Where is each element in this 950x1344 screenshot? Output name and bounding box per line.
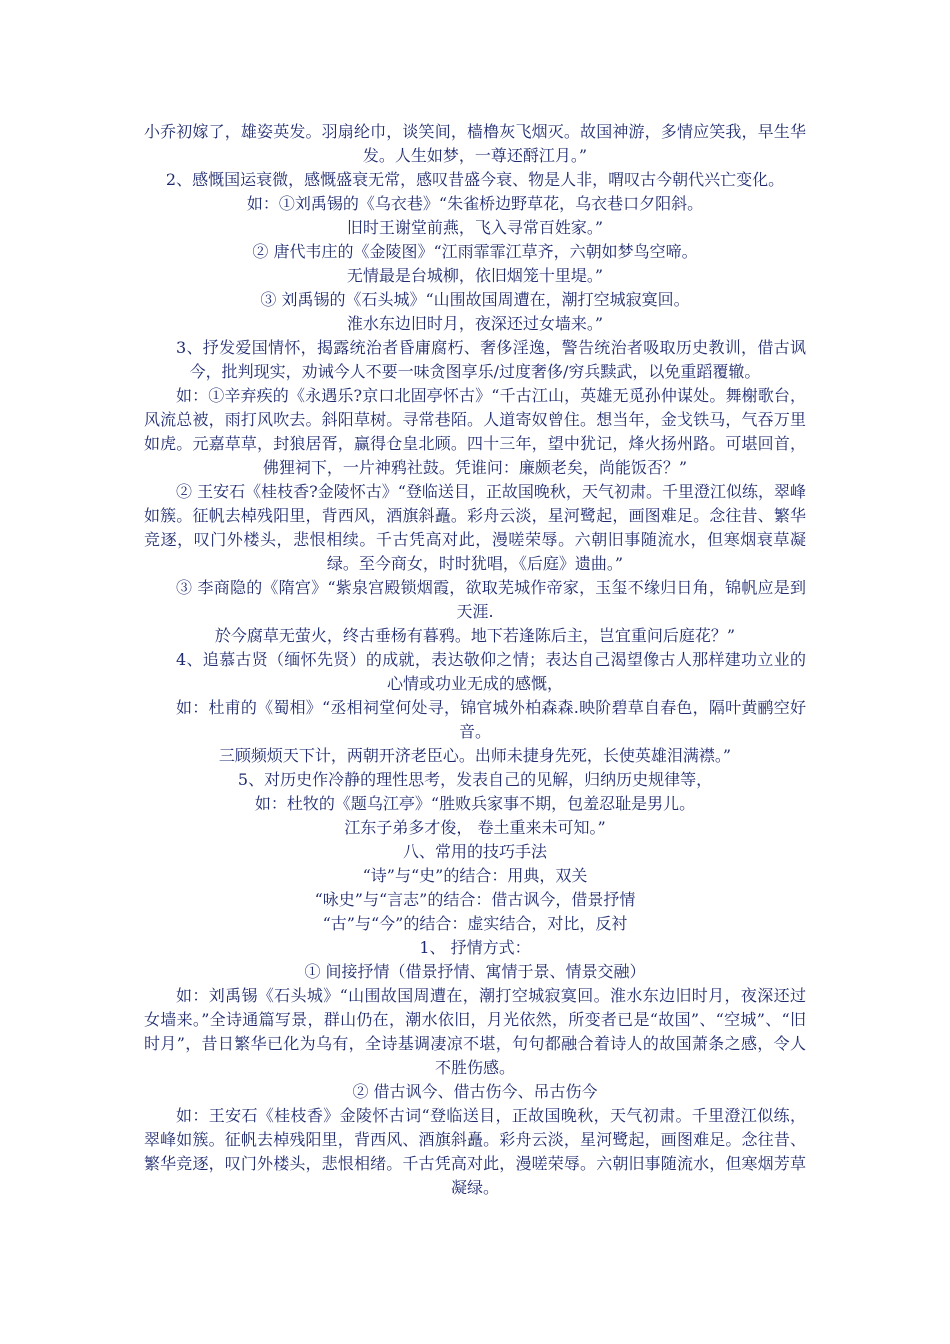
example-paragraph: 如：王安石《桂枝香》金陵怀古词“登临送目，正故国晚秋，天气初肃。千里澄江似练，翠峰如簇。征帆去棹残阳里，背西风、酒旗斜矗。彩舟云淡，星河鹭起，画图难足。念往昔、繁华竞逐，叹门外楼头，悲恨相绪。千古凭高对此，漫嗟荣辱。六朝旧事随流水，但寒烟芳草凝绿。	[144, 1106, 806, 1197]
example-line: 三顾频烦天下计，两朝开济老臣心。出师未捷身先死，长使英雄泪满襟。”	[218, 746, 732, 765]
poem-text: 小乔初嫁了，雄姿英发。羽扇纶巾，谈笑间，樯橹灰飞烟灭。故国神游，多情应笑我，早生华发。人生如梦，一尊还酹江月。”	[144, 122, 806, 165]
point-2-heading: 2、感慨国运衰微，感慨盛衰无常，感叹昔盛今衰、物是人非，喟叹古今朝代兴亡变化。	[165, 170, 785, 189]
point-3-heading: 3、抒发爱国情怀，揭露统治者昏庸腐朽、奢侈淫逸，警告统治者吸取历史教训，借古讽今，批判现实，劝诫今人不要一味贪图享乐/过度奢侈/穷兵黩武，以免重蹈覆辙。	[176, 338, 806, 381]
subsection-heading: 1、 抒情方式：	[419, 938, 531, 957]
point-4-heading: 4、追慕古贤（缅怀先贤）的成就，表达敬仰之情；表达自己渴望像古人那样建功立业的心情或功业无成的感慨，	[176, 650, 806, 693]
technique-line: “诗”与“史”的结合：用典，双关	[362, 866, 588, 885]
example-line: 无情最是台城柳，依旧烟笼十里堤。”	[346, 266, 604, 285]
document-body	[144, 120, 806, 1200]
example-line: 於今腐草无萤火，终古垂杨有暮鸦。地下若逢陈后主，岂宜重问后庭花？”	[214, 626, 736, 645]
example-line: 旧时王谢堂前燕，飞入寻常百姓家。”	[346, 218, 604, 237]
subsection-heading: ② 借古讽今、借古伤今、吊古伤今	[352, 1082, 598, 1101]
example-paragraph: 如：杜甫的《蜀相》“丞相祠堂何处寻，锦官城外柏森森.映阶碧草自春色，隔叶黄鹂空好音。	[176, 698, 806, 741]
technique-line: “古”与“今”的结合：虚实结合，对比，反衬	[322, 914, 628, 933]
example-line: 淮水东边旧时月，夜深还过女墙来。”	[346, 314, 604, 333]
subsection-heading: ① 间接抒情（借景抒情、寓情于景、情景交融）	[304, 962, 646, 981]
example-paragraph: ② 王安石《桂枝香?金陵怀古》“登临送目，正故国晚秋，天气初肃。千里澄江似练，翠峰如簇。征帆去棹残阳里，背西风，酒旗斜矗。彩舟云淡，星河鹭起，画图难足。念往昔、繁华竞逐，叹门外楼头，悲恨相续。千古凭高对此，漫嗟荣辱。六朝旧事随流水，但寒烟衰草凝绿。至今商女，时时犹唱，《后庭》遗曲。”	[144, 482, 806, 573]
example-paragraph: 如：刘禹锡《石头城》“山围故国周遭在，潮打空城寂寞回。淮水东边旧时月，夜深还过女墙来。”全诗通篇写景，群山仍在，潮水依旧，月光依然，所变者已是“故国”、“空城”、“旧时月”，昔日繁华已化为乌有，全诗基调凄凉不堪，句句都融合着诗人的故国萧条之感，令人不胜伤感。	[144, 986, 806, 1077]
example-line: 如：①刘禹锡的《乌衣巷》“朱雀桥边野草花，乌衣巷口夕阳斜。	[246, 194, 704, 213]
example-paragraph: ③ 李商隐的《隋宫》“紫泉宫殿锁烟霞，欲取芜城作帝家，玉玺不缘归日角，锦帆应是到天涯.	[176, 578, 806, 621]
example-line: 如：杜牧的《题乌江亭》“胜败兵家事不期，包羞忍耻是男儿。	[254, 794, 696, 813]
section-8-heading: 八、常用的技巧手法	[402, 842, 547, 861]
point-5-heading: 5、对历史作冷静的理性思考，发表自己的见解，归纳历史规律等，	[237, 770, 713, 789]
example-line: ② 唐代韦庄的《金陵图》“江雨霏霏江草齐，六朝如梦鸟空啼。	[252, 242, 698, 261]
example-paragraph: 如：①辛弃疾的《永遇乐?京口北固亭怀古》“千古江山，英雄无觅孙仲谋处。舞榭歌台，风流总被，雨打风吹去。斜阳草树。寻常巷陌。人道寄奴曾住。想当年，金戈铁马，气吞万里如虎。元嘉草草，封狼居胥，赢得仓皇北顾。四十三年，望中犹记，烽火扬州路。可堪回首，佛狸祠下，一片神鸦社鼓。凭谁问：廉颇老矣，尚能饭否？”	[144, 386, 806, 477]
example-line: ③ 刘禹锡的《石头城》“山围故国周遭在，潮打空城寂寞回。	[260, 290, 690, 309]
technique-line: “咏史”与“言志”的结合：借古讽今，借景抒情	[314, 890, 636, 909]
example-line: 江东子弟多才俊， 卷土重来未可知。”	[344, 818, 606, 837]
